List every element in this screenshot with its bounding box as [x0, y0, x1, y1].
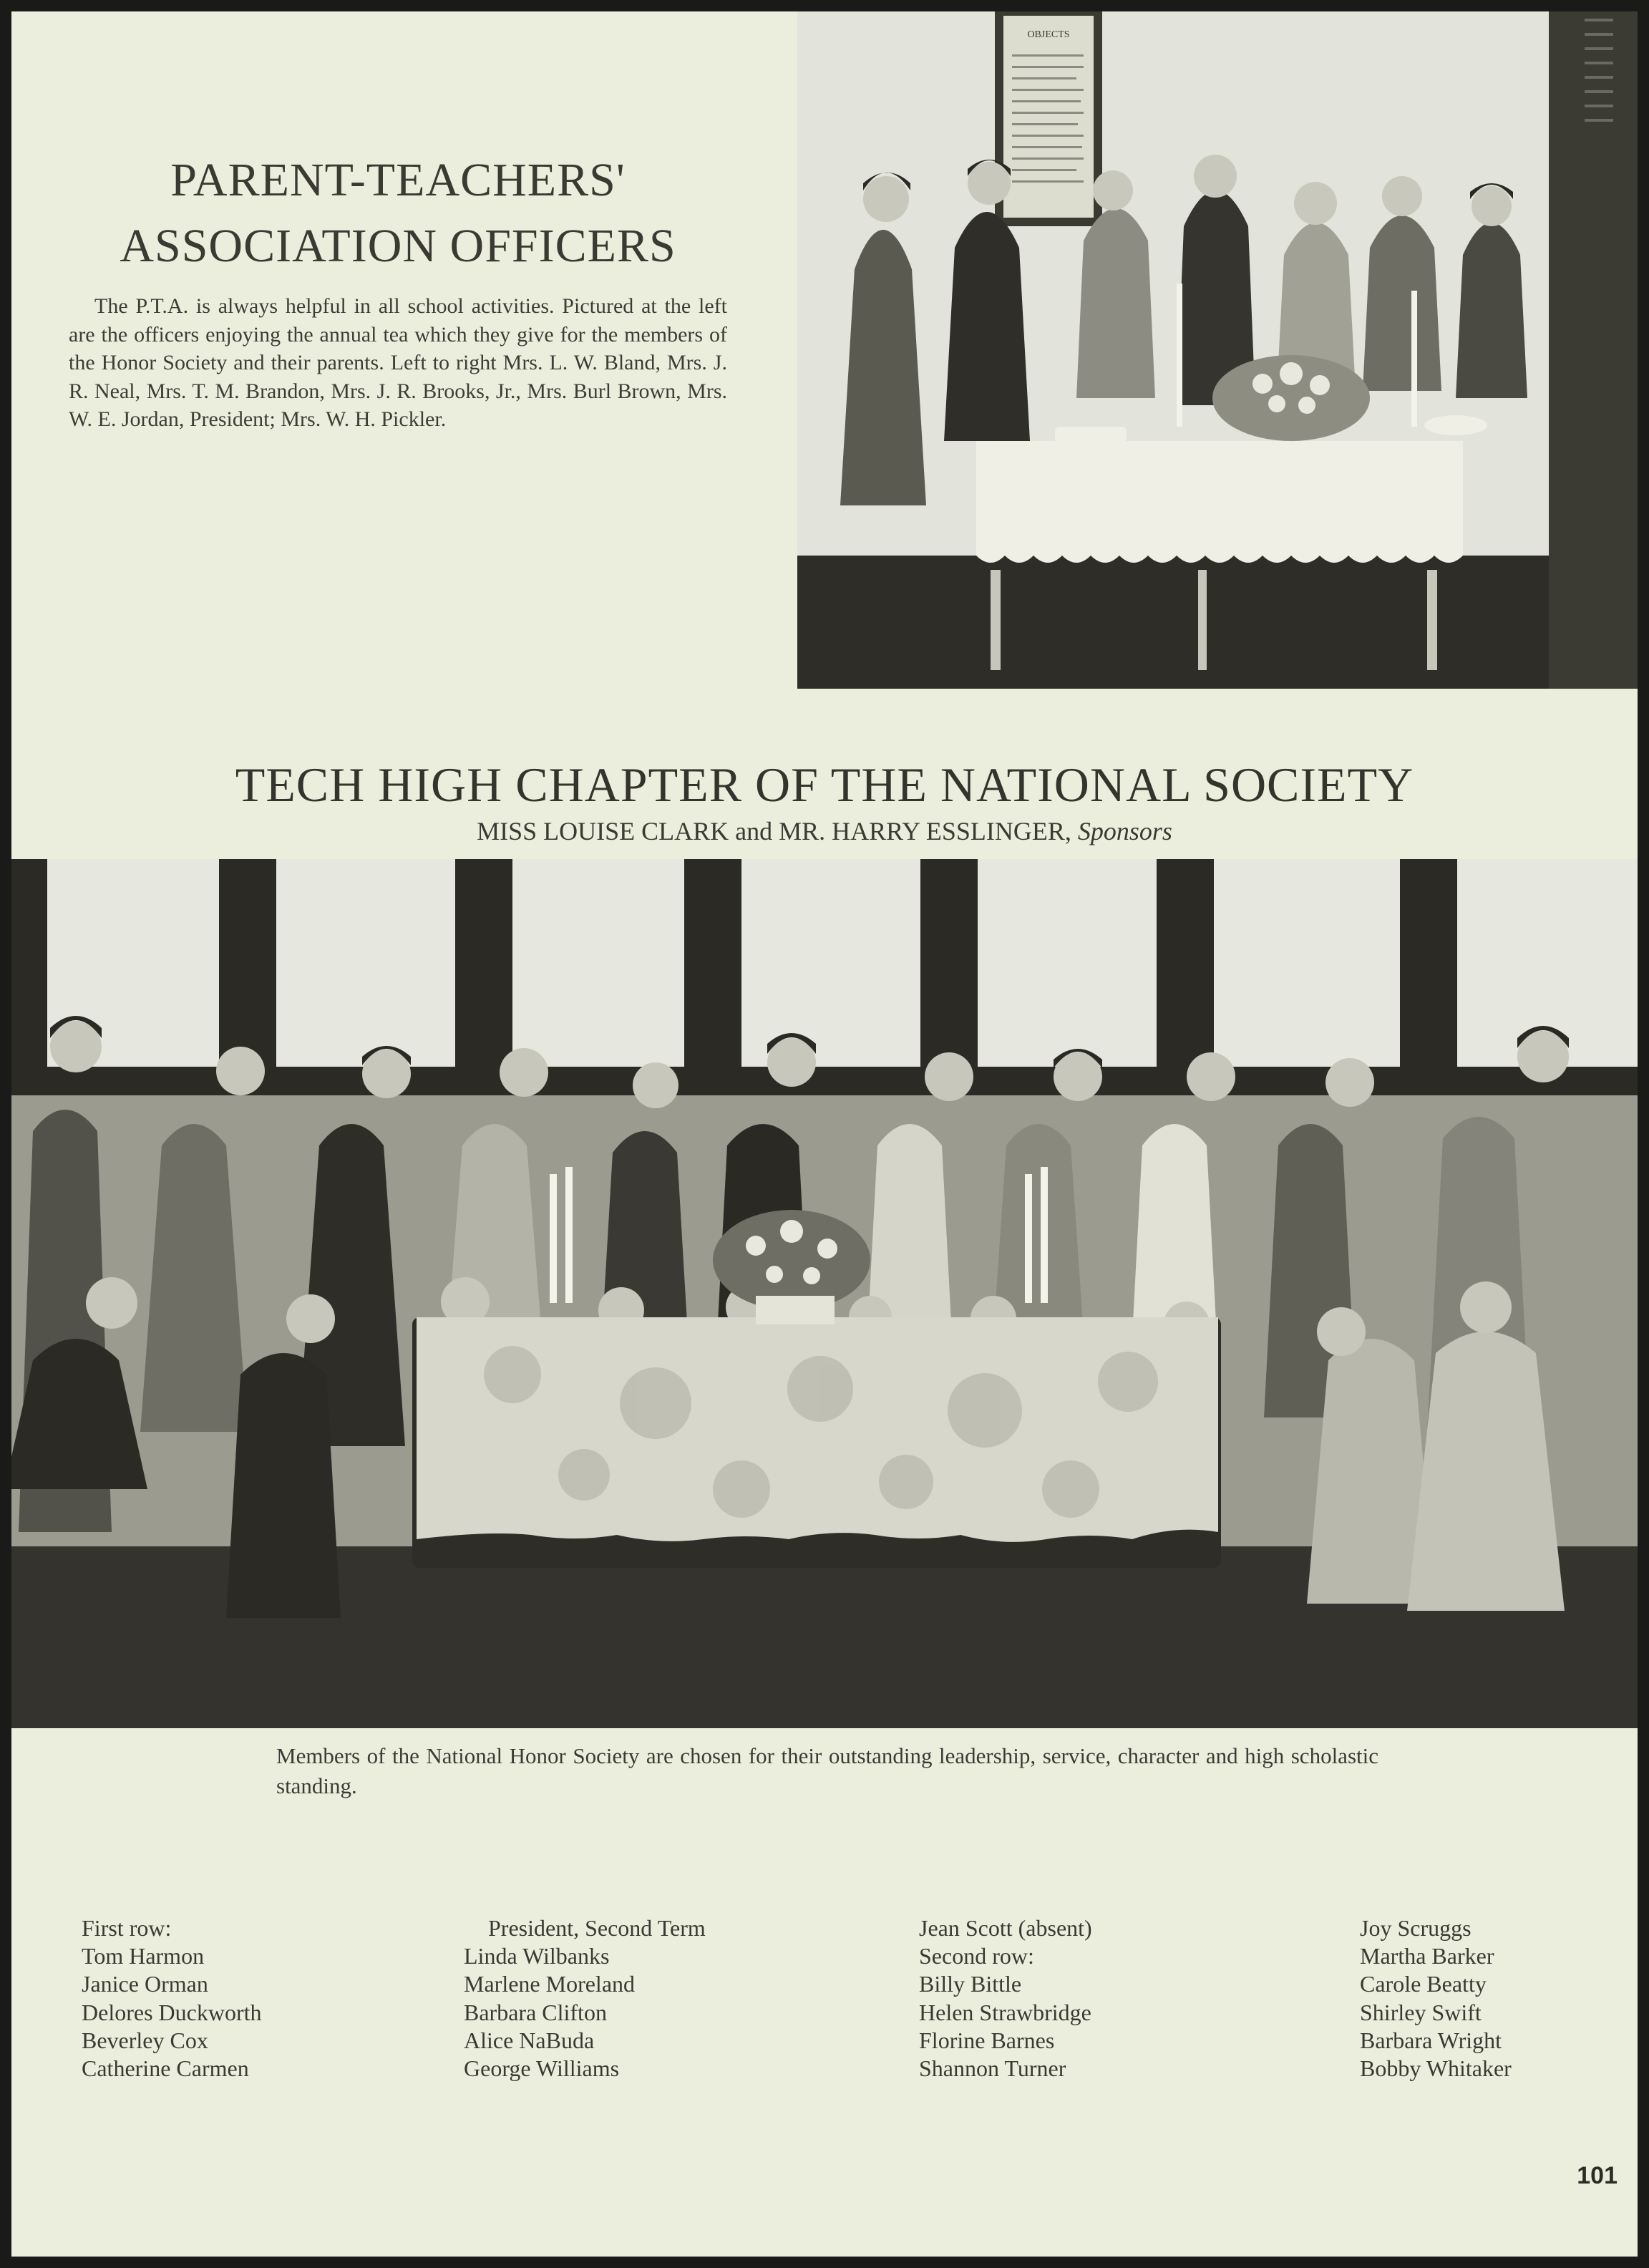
name-line: Helen Strawbridge [919, 1999, 1091, 2025]
name-line: Marlene Moreland [464, 1971, 636, 1997]
names-column-4 [1360, 1914, 1638, 2083]
name-line: Bobby Whitaker [1360, 2055, 1512, 2082]
name-line: Florine Barnes [919, 2027, 1055, 2053]
name-line: Second row: [919, 1943, 1034, 1969]
name-line: Linda Wilbanks [464, 1943, 610, 1969]
names-column-1 [82, 1914, 454, 2083]
pta-description [69, 292, 727, 434]
name-line: Delores Duckworth [82, 1999, 262, 2025]
nhs-sponsors [11, 815, 1638, 848]
name-line: Joy Scruggs [1360, 1915, 1472, 1941]
name-line: Alice NaBuda [464, 2027, 595, 2053]
name-line: George Williams [464, 2055, 620, 2082]
pta-heading [76, 147, 720, 279]
pta-heading-line2: ASSOCIATION OFFICERS [120, 220, 676, 272]
name-line: Carole Beatty [1360, 1971, 1487, 1997]
name-line: Tom Harmon [82, 1943, 205, 1969]
nhs-sponsors-label: Sponsors [1077, 817, 1172, 845]
name-line: Jean Scott (absent) [919, 1915, 1092, 1941]
name-line: Shirley Swift [1360, 1999, 1482, 2025]
pta-heading-line1: PARENT-TEACHERS' [170, 154, 626, 206]
nhs-heading: TECH HIGH CHAPTER OF THE NATIONAL SOCIETY [235, 757, 1414, 812]
name-line: Janice Orman [82, 1971, 208, 1997]
name-line: Billy Bittle [919, 1971, 1022, 1997]
names-column-2 [464, 1914, 836, 2083]
nhs-group-photo [11, 859, 1638, 1728]
page-number: 101 [1577, 2162, 1618, 2189]
nhs-photo-image [11, 859, 1638, 1728]
name-line: Martha Barker [1360, 1943, 1494, 1969]
name-line: Catherine Carmen [82, 2055, 249, 2082]
names-column-3 [919, 1914, 1291, 2083]
name-line: Shannon Turner [919, 2055, 1066, 2082]
name-line: President, Second Term [488, 1915, 706, 1941]
pta-officers-photo [797, 11, 1638, 689]
nhs-caption: Members of the National Honor Society are chosen for their outstanding leadership, service, character and high scholastic standing. [276, 1743, 1378, 1798]
nhs-sponsors-names: MISS LOUISE CLARK and MR. HARRY ESSLINGER, [477, 817, 1071, 845]
pta-description-text: The P.T.A. is always helpful in all school activities. Pictured at the left are the officers enjoying the annual tea which they give for the members of the Honor Society and their parents. Left to right Mrs. L. W. Bland, Mrs. J. R. Neal, Mrs. T. M. Brandon, Mrs. J. R. Brooks, Jr., Mrs. Burl Brown, Mrs. W. E. Jordan, President; Mrs. W. H. Pickler. [69, 294, 727, 431]
name-line: First row: [82, 1915, 172, 1941]
name-line: Barbara Wright [1360, 2027, 1502, 2053]
name-line: Beverley Cox [82, 2027, 208, 2053]
pta-photo-image [797, 11, 1638, 689]
yearbook-page [11, 11, 1638, 2257]
name-line: Barbara Clifton [464, 1999, 607, 2025]
pta-photo-sign-title: OBJECTS [1027, 29, 1070, 40]
